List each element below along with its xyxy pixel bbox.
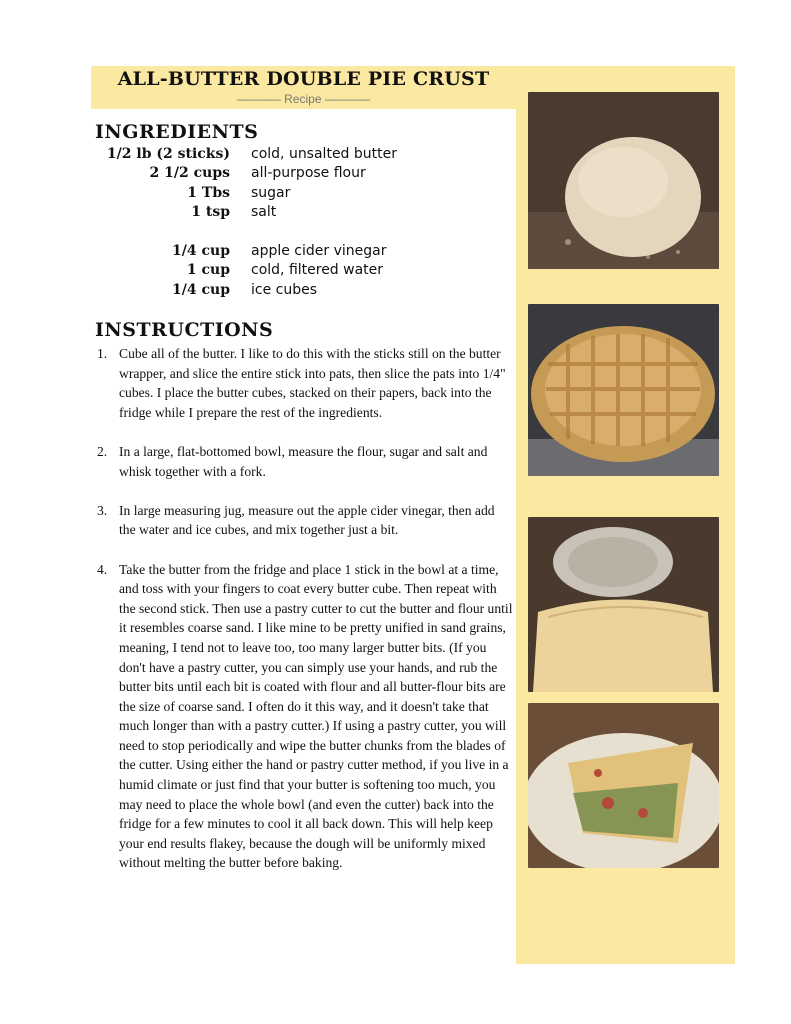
ingredient-name: cold, filtered water	[251, 262, 384, 279]
ingredient-amount: 2 1/2 cups	[149, 165, 230, 182]
instruction-step	[95, 344, 513, 422]
instruction-step	[95, 442, 513, 481]
instruction-step	[95, 560, 513, 874]
instructions-heading: INSTRUCTIONS	[95, 319, 274, 341]
ingredients-list	[95, 146, 515, 301]
ingredient-name: cold, unsalted butter	[251, 146, 397, 162]
ingredient-amount: 1/4 cup	[172, 281, 230, 298]
ingredient-amount: 1/4 cup	[172, 243, 230, 260]
step-number: 1.	[97, 346, 108, 361]
ingredient-row	[95, 282, 515, 301]
step-text: Cube all of the butter. I like to do this with the sticks still on the butter wrapper, and slice the entire stick into pats, then slice the pats into 1/4" cubes. I place the butter cubes, stacked on their papers, back into the fridge while I prepare the rest of the ingredients.	[119, 346, 506, 420]
ingredient-name: ice cubes	[251, 281, 318, 298]
dough-ball-photo	[528, 92, 719, 269]
ingredient-row	[95, 185, 515, 204]
ingredient-row	[95, 204, 515, 223]
ingredient-name: apple cider vinegar	[251, 243, 387, 260]
ingredient-amount: 1 Tbs	[187, 184, 230, 201]
ingredient-amount: 1 tsp	[191, 203, 230, 220]
ingredient-row	[95, 165, 515, 184]
ingredient-row	[95, 243, 515, 262]
ingredient-name: salt	[251, 203, 277, 220]
recipe-title: ALL-BUTTER DOUBLE PIE CRUST	[117, 68, 490, 90]
lattice-pie-photo	[528, 304, 719, 476]
quiche-slice-photo	[528, 703, 719, 868]
step-number: 3.	[97, 502, 108, 518]
ingredient-amount: 1 cup	[186, 262, 230, 279]
ingredient-row	[95, 146, 515, 165]
recipe-subtitle: —––—– Recipe —–––––	[236, 92, 371, 106]
ingredient-row	[95, 262, 515, 281]
step-text: In a large, flat-bottomed bowl, measure the flour, sugar and salt and whisk together with a fork.	[119, 443, 488, 479]
step-number: 2.	[97, 443, 108, 459]
ingredient-name: sugar	[251, 184, 291, 201]
ingredient-amount: 1/2 lb (2 sticks)	[106, 146, 230, 162]
step-number: 4.	[97, 561, 108, 577]
step-text: Take the butter from the fridge and place 1 stick in the bowl at a time, and toss with your fingers to coat every butter cube. Then repeat with the second stick. Then use a pastry cutter to cut the butter and flour until it resembles coarse sand. I like mine to be pretty unified in sand grains, meaning, I tend not to leave too, too many larger butter bits. (If you don't have a pastry cutter, you can simply use your hands, and rub the butter bits until each bit is coated with flour and all butter-flour bits are the size of coarse sand. I often do it this way, and it doesn't take that much longer than with a pastry cutter.) If using a pastry cutter, you will need to stop periodically and wipe the butter chunks from the blades of the cutter. Using either the hand or pastry cutter method, if you live in a humid climate or just find that your butter is softening too much, you may need to place the whole bowl (and even the cutter) back into the fridge for a few minutes to cool it all back down. This will help keep your end results flakey, because the dough will be uniformly mixed without melting the butter before baking.	[119, 561, 513, 871]
ingredient-name: all-purpose flour	[251, 165, 366, 182]
step-text: In large measuring jug, measure out the apple cider vinegar, then add the water and ice cubes, and mix together just a bit.	[119, 502, 495, 538]
instructions-list	[95, 344, 513, 893]
pie-plate-dough-photo	[528, 517, 719, 692]
instruction-step	[95, 501, 513, 540]
ingredients-heading: INGREDIENTS	[95, 121, 259, 143]
